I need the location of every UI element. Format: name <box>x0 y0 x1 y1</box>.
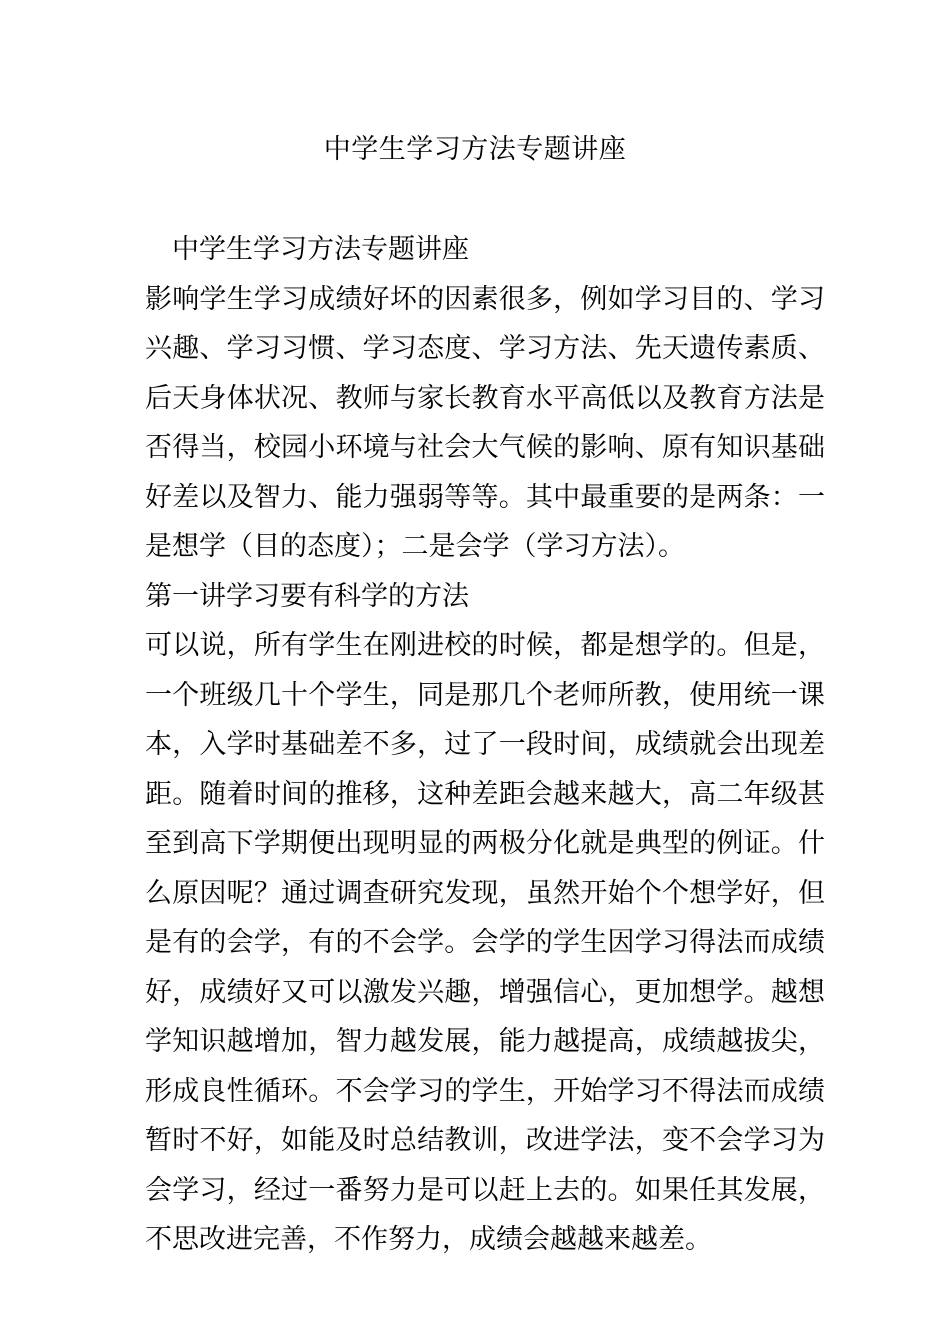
document-body <box>145 225 825 1265</box>
document-subtitle: 中学生学习方法专题讲座 <box>172 234 469 265</box>
section-heading: 第一讲学习要有科学的方法 <box>145 580 469 612</box>
page-title: 中学生学习方法专题讲座 <box>323 134 627 165</box>
paragraph-section-one: 可以说，所有学生在刚进校的时候，都是想学的。但是，一个班级几十个学生，同是那几个老师所教，使用统一课本，入学时基础差不多，过了一段时间，成绩就会出现差距。随着时间的推移，这种差距会越来越大，高二年级甚至到高下学期便出现明显的两极分化就是典型的例证。什么原因呢？通过调查研究发现，虽然开始个个想学好，但是有的会学，有的不会学。会学的学生因学习得法而成绩好，成绩好又可以激发兴趣，增强信心，更加想学。越想学知识越增加，智力越发展，能力越提高，成绩越拔尖，形成良性循环。不会学习的学生，开始学习不得法而成绩暂时不好，如能及时总结教训，改进学法，变不会学习为会学习，经过一番努力是可以赶上去的。如果任其发展，不思改进完善，不作努力，成绩会越越来越差。 <box>145 630 825 1255</box>
paragraph-intro: 影响学生学习成绩好坏的因素很多，例如学习目的、学习兴趣、学习习惯、学习态度、学习方法、先天遗传素质、后天身体状况、教师与家长教育水平高低以及教育方法是否得当，校园小环境与社会大气候的影响、原有知识基础好差以及智力、能力强弱等等。其中最重要的是两条：一是想学（目的态度）；二是会学（学习方法）。 <box>145 283 825 562</box>
